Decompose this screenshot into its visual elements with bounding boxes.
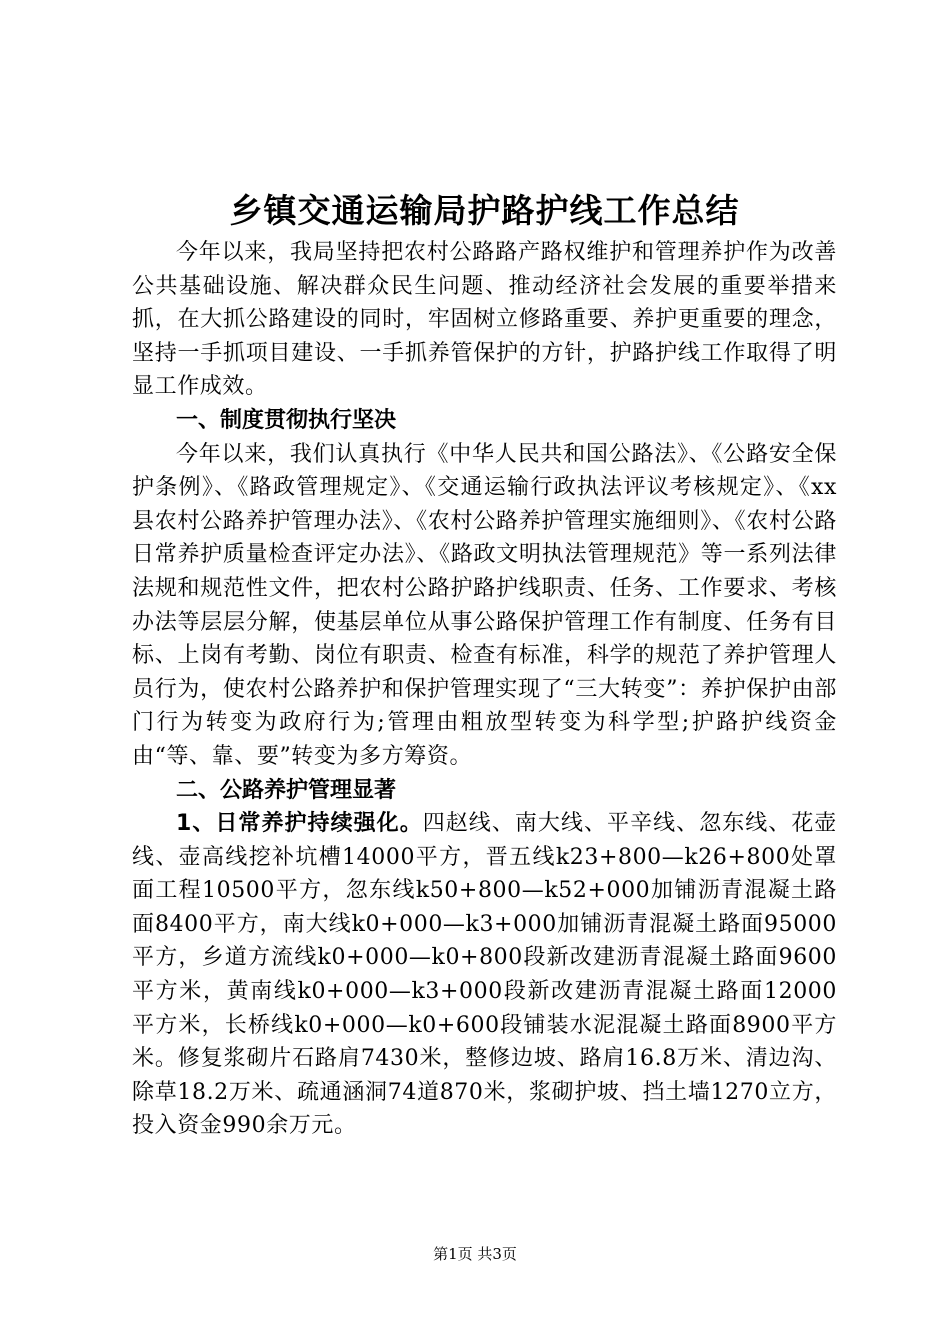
section-1-paragraph: 今年以来，我们认真执行《中华人民共和国公路法》、《公路安全保护条例》、《路政管理规定》、《交通运输行政执法评议考核规定》、《xx县农村公路养护管理办法》、《农村公路养护管理实施细则》、《农村公路日常养护质量检查评定办法》、《路政文明执法管理规范》等一系列法律法规和规范性文件，把农村公路护路护线职责、任务、工作要求、考核办法等层层分解，使基层单位从事公路保护管理工作有制度、任务有目标、上岗有考勤、岗位有职责、检查有标准，科学的规范了养护管理人员行为，使农村公路养护和保护管理实现了“三大转变”：养护保护由部门行为转变为政府行为;管理由粗放型转变为科学型;护路护线资金由“等、靠、要”转变为多方筹资。: [132, 441, 837, 769]
subsection-lead: 1、日常养护持续强化。: [176, 811, 423, 837]
section-heading-1: 一、制度贯彻执行坚决: [176, 407, 397, 433]
page-footer: 第1页 共3页: [433, 1245, 517, 1263]
section-heading-2: 二、公路养护管理显著: [176, 777, 397, 803]
section-2-paragraph: [132, 807, 837, 1143]
document-content: [132, 186, 837, 1143]
document-title: 乡镇交通运输局护路护线工作总结: [229, 191, 740, 230]
subsection-body: 四赵线、南大线、平辛线、忽东线、花壶线、壶高线挖补坑槽14000平方，晋五线k23+800—k26+800处罩面工程10500平方，忽东线k50+800—k52+000加铺沥青混凝土路面8400平方，南大线k0+000—k3+000加铺沥青混凝土路面95000平方，乡道方流线k0+000—k0+800段新改建沥青混凝土路面9600平方米，黄南线k0+000—k3+000段新改建沥青混凝土路面12000平方米，长桥线k0+000—k0+600段铺装水泥混凝土路面8900平方米。修复浆砌片石路肩7430米，整修边坡、路肩16.8万米、清边沟、除草18.2万米、疏通涵洞74道870米，浆砌护坡、挡土墙1270立方，投入资金990余万元。: [132, 811, 837, 1139]
intro-paragraph: 今年以来，我局坚持把农村公路路产路权维护和管理养护作为改善公共基础设施、解决群众民生问题、推动经济社会发展的重要举措来抓，在大抓公路建设的同时，牢固树立修路重要、养护更重要的理念，坚持一手抓项目建设、一手抓养管保护的方针，护路护线工作取得了明显工作成效。: [132, 240, 837, 400]
